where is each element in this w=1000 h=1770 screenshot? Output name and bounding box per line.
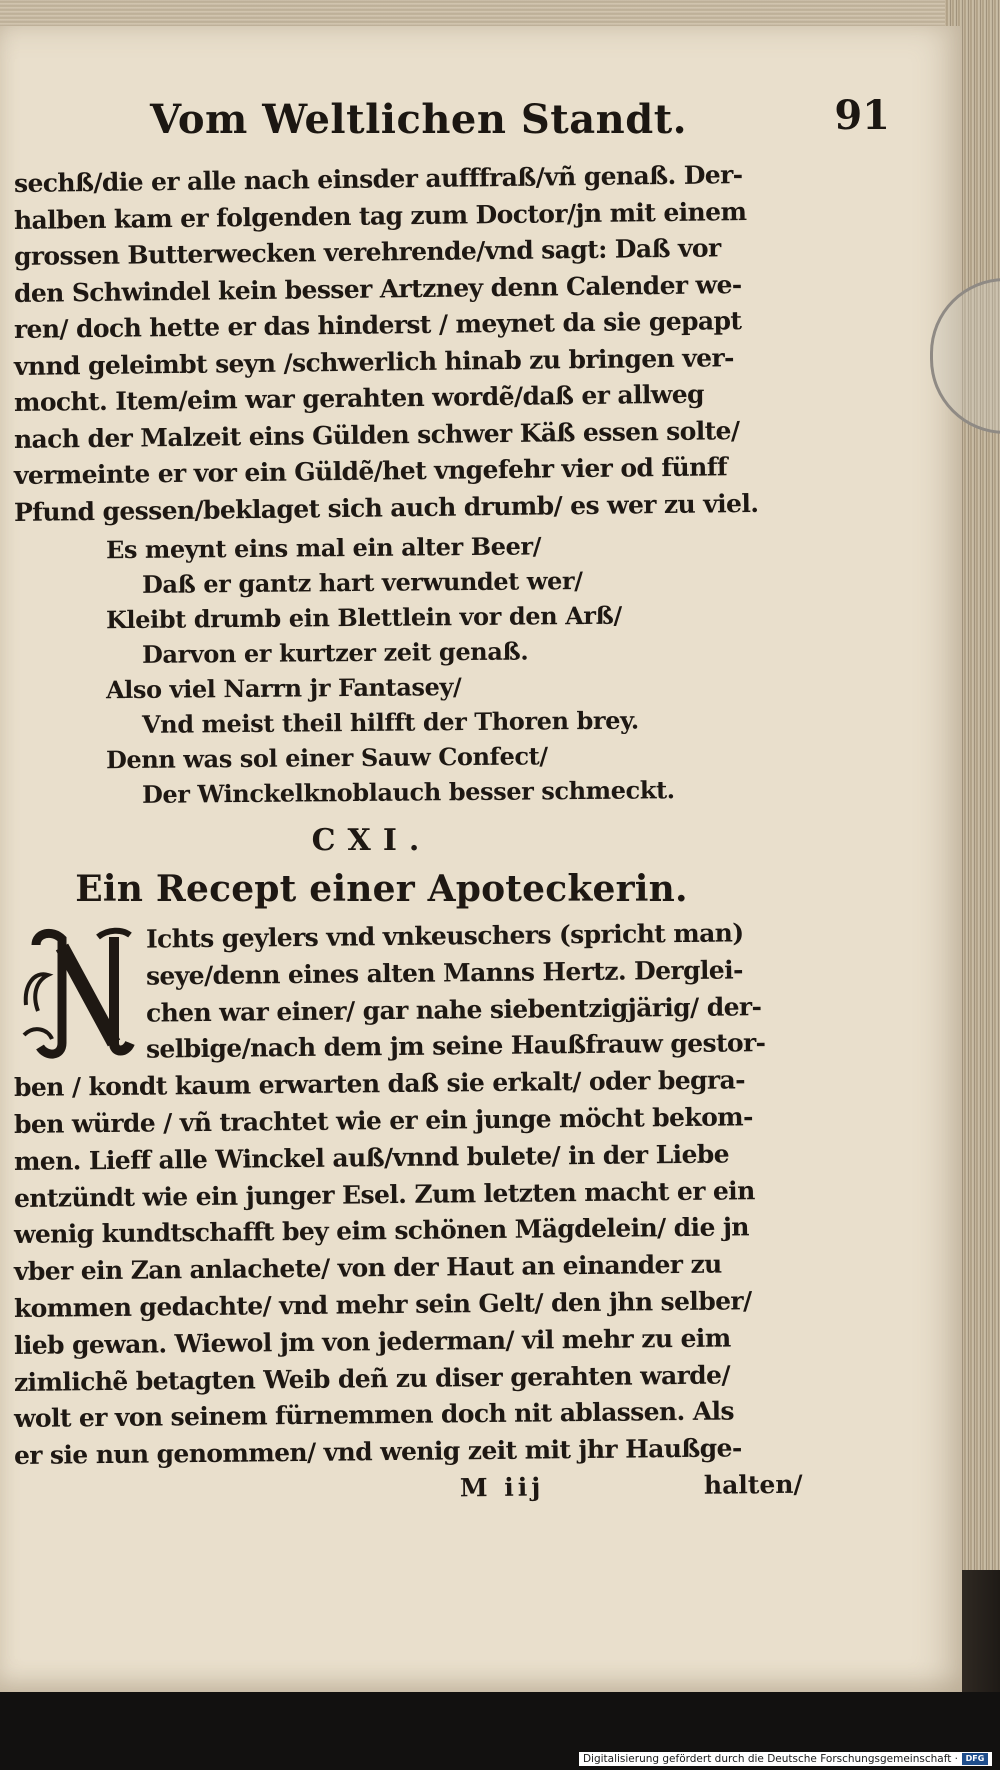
dfg-logo-icon: DFG xyxy=(962,1753,988,1765)
prose-paragraph xyxy=(13,160,809,531)
text-line: selbige/nach dem jm seine Haußfrauw gestor- xyxy=(145,1028,766,1065)
chapter-title: Ein Recept einer Apoteckerin. xyxy=(75,868,688,910)
page-number: 91 xyxy=(834,92,890,139)
scan-bottom-bar xyxy=(0,1692,1000,1770)
running-title: Vom Weltlichen Standt. xyxy=(150,96,688,143)
book-page xyxy=(0,26,962,1692)
verse-line: Vnd meist theil hilfft der Thoren brey. xyxy=(141,705,639,739)
text-line: vber ein Zan anlachete/ von der Haut an einander zu xyxy=(13,1249,722,1287)
page-edges-top xyxy=(0,0,945,26)
verse-line: Es meynt eins mal ein alter Beer/ xyxy=(105,531,542,565)
story-paragraph xyxy=(13,918,809,1475)
verse-line: Daß er gantz hart verwundet wer/ xyxy=(141,566,583,599)
text-block xyxy=(13,160,809,1511)
text-line: grossen Butterwecken verehrende/vnd sagt: Daß vor xyxy=(13,233,721,271)
digitization-notice xyxy=(579,1752,992,1766)
verse-line: Darvon er kurtzer zeit genaß. xyxy=(141,636,529,669)
text-line: wenig kundtschafft bey eim schönen Mägdelein/ die jn xyxy=(13,1212,750,1250)
text-line: Pfund gessen/beklaget sich auch drumb/ es wer zu viel. xyxy=(13,488,759,527)
text-line: nach der Malzeit eins Gülden schwer Käß essen solte/ xyxy=(13,415,740,454)
text-line: vnnd geleimbt seyn /schwerlich hinab zu bringen ver- xyxy=(13,342,735,381)
text-line: chen war einer/ gar nahe siebentzigjärig/ der- xyxy=(145,991,762,1028)
verse-line: Also viel Narrn jr Fantasey/ xyxy=(105,672,462,705)
text-line: er sie nun genommen/ vnd wenig zeit mit jhr Haußge- xyxy=(13,1433,742,1471)
text-line: wolt er von seinem fürnemmen doch nit ablassen. Als xyxy=(13,1396,735,1434)
text-line: seye/denn eines alten Manns Hertz. Derglei- xyxy=(145,955,743,991)
verse-line: Kleibt drumb ein Blettlein vor den Arß/ xyxy=(105,600,622,635)
text-line: sechß/die er alle nach einsder aufffraß/vñ genaß. Der- xyxy=(13,160,743,198)
text-line: den Schwindel kein besser Artzney denn Calender we- xyxy=(13,269,742,308)
text-line: ren/ doch hette er das hinderst / meynet da sie gepapt xyxy=(13,306,742,344)
verse-block xyxy=(14,533,809,813)
verse-line: Denn was sol einer Sauw Confect/ xyxy=(105,741,548,775)
text-line: Ichts geylers vnd vnkeuschers (spricht man) xyxy=(145,918,744,954)
text-line: kommen gedachte/ vnd mehr sein Gelt/ den jhn selber/ xyxy=(13,1286,752,1323)
text-line: zimlichẽ betagten Weib deñ zu diser gerahten warde/ xyxy=(13,1360,731,1397)
verse-line: Der Winckelknoblauch besser schmeckt. xyxy=(141,775,675,809)
signature-mark: M iij xyxy=(459,1472,545,1503)
catchword: halten/ xyxy=(703,1469,803,1500)
text-line: mocht. Item/eim war gerahten wordẽ/daß er allweg xyxy=(13,379,705,417)
text-line: men. Lieff alle Winckel auß/vnnd bulete/ in der Liebe xyxy=(13,1139,730,1176)
text-line: lieb gewan. Wiewol jm von jederman/ vil mehr zu eim xyxy=(13,1323,731,1360)
text-line: entzündt wie ein junger Esel. Zum letzten macht er ein xyxy=(13,1175,755,1213)
page-footer xyxy=(14,1467,809,1511)
text-line: ben würde / vñ trachtet wie er ein junge möcht bekom- xyxy=(13,1102,753,1139)
chapter-number: CXI. xyxy=(311,823,432,858)
digitization-notice-text: Digitalisierung gefördert durch die Deutsche Forschungsgemeinschaft · xyxy=(582,1753,958,1765)
text-line: halben kam er folgenden tag zum Doctor/jn mit einem xyxy=(13,196,747,235)
text-line: vermeinte er vor ein Güldẽ/het vngefehr vier od fünff xyxy=(13,452,728,490)
page-header xyxy=(150,92,890,156)
text-line: ben / kondt kaum erwarten daß sie erkalt/ oder begra- xyxy=(13,1065,746,1103)
